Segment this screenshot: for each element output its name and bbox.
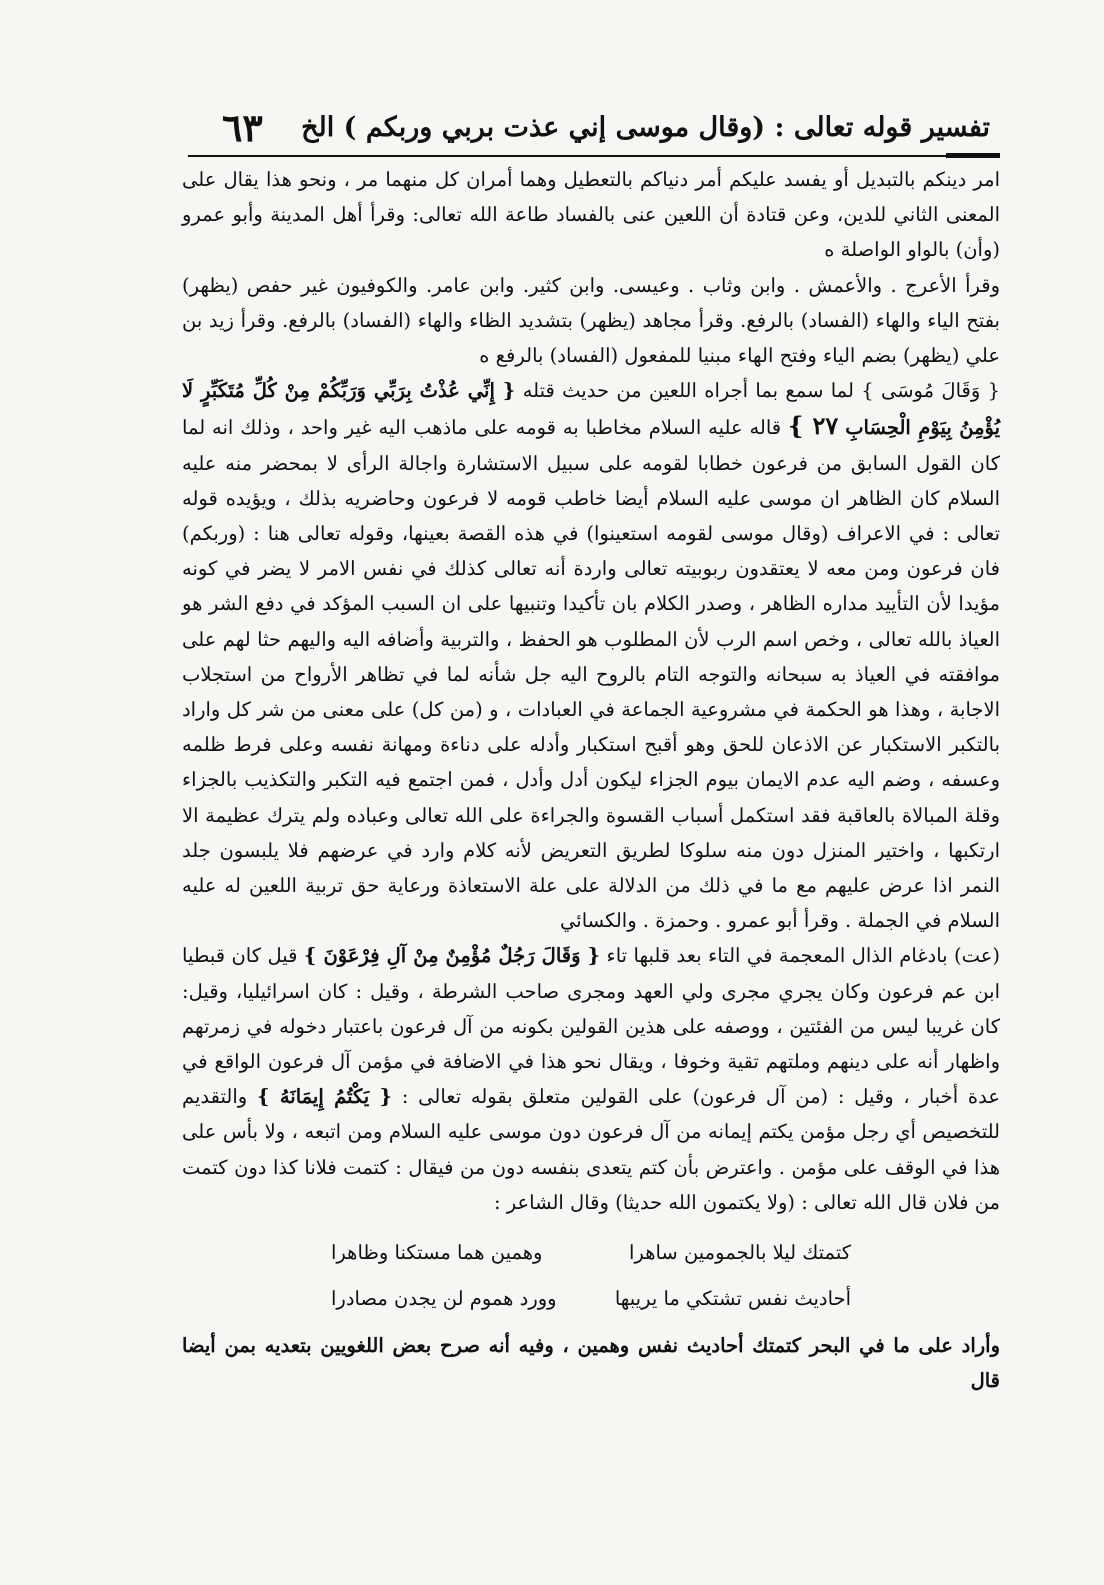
paragraph-4	[182, 938, 1000, 1220]
page-header	[188, 102, 1000, 152]
page-number: ٦٣	[222, 104, 263, 150]
paragraph-2: وقرأ الأعرج . والأعمش . وابن وثاب . وعيسى. وابن كثير. وابن عامر. والكوفيون غير حفص (يظهر) بفتح الياء والهاء (الفساد) بالرفع. وقرأ مجاهد (يظهر) بتشديد الظاء والهاء (الفساد) بالرفع. وقرأ زيد بن علي (يظهر) بضم الياء وفتح الهاء مبنيا للمفعول (الفساد) بالرفع ه	[182, 273, 1000, 368]
paragraph-3	[182, 373, 1000, 938]
header-rule-accent	[946, 153, 1000, 158]
hemistich-second: وهمين هما مستكنا وظاهرا	[331, 1241, 543, 1265]
commentary: قاله عليه السلام مخاطبا به قومه على ماذهب اليه غير واحد ، وذلك انه لما كان القول السابق من فرعون خطابا لقومه على سبيل الاستشارة واجالة الرأى لا بمحضر منه عليه السلام كان الظاهر ان موسى عليه السلام أيضا خاطب قومه لا فرعون وحاضريه بذلك ، ويؤيده قوله تعالى : في الاعراف (وقال موسى لقومه استعينوا) في هذه القصة بعينها، وقوله تعالى هنا : (وربكم) فان فرعون ومن معه لا يعتقدون ربوبيته تعالى واردة أنه تعالى كذلك في نفس الامر لا يضر في كونه مؤيدا لأن التأييد مداره الظاهر ، وصدر الكلام بان تأكيدا وتنبيها على ان السبب المؤكد في دفع الشر هو العياذ بالله تعالى ، وخص اسم الرب لأن المطلوب هو الحفظ ، والتربية وأضافه اليه واليهم حثا لهم على موافقته في العياذ به سبحانه والتوجه التام بالروح اليه جل شأنه لما في تظاهر الأرواح من استجلاب الاجابة ، وهذا هو الحكمة في مشروعية الجماعة في العبادات ، و (من كل) على معنى من شر كل واراد بالتكبر الاستكبار عن الاذعان للحق وهو أقبح استكبار وأدله على دناءة ومهانة نفسه وعلى فرط ظلمه وعسفه ، وضم اليه عدم الايمان بيوم الجزاء ليكون أدل وأدل ، فمن اجتمع فيه التكبر والتكذيب بالجزاء وقلة المبالاة بالعاقبة فقد استكمل أسباب القسوة والجراءة على الله تعالى وعباده ولم يترك عظيمة الا ارتكبها ، واختير المنزل دون منه سلوكا لطريق التعريض لأنه كلام وارد في عرضهم فلا يلبسون جلد النمر اذا عرض عليهم مع ما في ذلك من الدلالة على علة الاستعاذة ورعاية حق تربية اللعين له عليه السلام في الجملة . وقرأ أبو عمرو . وحمزة . والكسائي	[182, 416, 1000, 933]
commentary: قيل كان قبطيا ابن عم فرعون وكان يجري مجرى ولي العهد ومجرى صاحب الشرطة ، وقيل : كان اسرائيليا، وقيل: كان غريبا ليس من الفئتين ، ووصفه على هذين القولين بكونه من آل فرعون باعتبار دخوله في زمرتهم واظهار أنه على دينهم وملتهم تقية وخوفا ، ويقال نحو هذا في الاضافة في مؤمن آل فرعون الواقع في عدة أخبار ، وقيل : (من آل فرعون) على القولين متعلق بقوله تعالى :	[182, 944, 1000, 1109]
reading-note: (عت) بادغام الذال المعجمة في التاء بعد قلبها تاء	[606, 944, 1001, 968]
paragraph-1: امر دينكم بالتبديل أو يفسد عليكم أمر دنياكم بالتعطيل وهما أمران كل منهما مر ، ونحو هذا يقال على المعنى الثاني للدين، وعن قتادة أن اللعين عنى بالفساد طاعة الله تعالى: وقرأ أهل المدينة وأبو عمرو (وأن) بالواو الواصلة ه	[182, 168, 1000, 262]
paragraph-6: وأراد على ما في البحر كتمتك أحاديث نفس وهمين ، وفيه أنه صرح بعض اللغويين بتعديه بمن أيضا قال	[182, 1334, 1000, 1393]
header-rule	[188, 155, 1000, 157]
quran-verse: { إِنِّي عُذْتُ بِرَبِّي وَرَبِّكُمْ مِنْ كُلِّ مُتَكَبِّرٍ لَا يُؤْمِنُ بِيَوْمِ الْحِسَابِ	[182, 379, 1001, 440]
main-text	[182, 162, 1000, 1399]
poem	[331, 1230, 851, 1322]
verse-number: ٢٧ }	[788, 411, 839, 441]
quran-verse: { وَقَالَ رَجُلٌ مُؤْمِنٌ مِنْ آلِ فِرْعَوْنَ }	[303, 944, 601, 968]
running-title: تفسير قوله تعالى : (وقال موسى إني عذت بربي وربكم ) الخ	[301, 111, 990, 143]
hemistich-first: كتمتك ليلا بالجمومين ساهرا	[629, 1241, 851, 1265]
verse-intro: { وَقَالَ مُوسَى } لما سمع بما أجراه اللعين من حديث قتله	[522, 379, 1000, 403]
poem-line	[331, 1276, 851, 1322]
quran-verse: { يَكْتُمُ إِيمَانَهُ }	[256, 1085, 393, 1109]
hemistich-second: وورد هموم لن يجدن مصادرا	[331, 1287, 557, 1311]
commentary: والتقديم للتخصيص أي رجل مؤمن يكتم إيمانه من آل فرعون دون موسى عليه السلام ومن اتبعه ، ولا بأس على هذا في الوقف على مؤمن . واعترض بأن كتم يتعدى بنفسه دون من فيقال : كتمت فلانا كذا دون كتمت من فلان قال الله تعالى : (ولا يكتمون الله حديثا) وقال الشاعر :	[182, 1085, 1000, 1214]
hemistich-first: أحاديث نفس تشتكي ما يريبها	[614, 1287, 851, 1311]
poem-line	[331, 1230, 851, 1276]
